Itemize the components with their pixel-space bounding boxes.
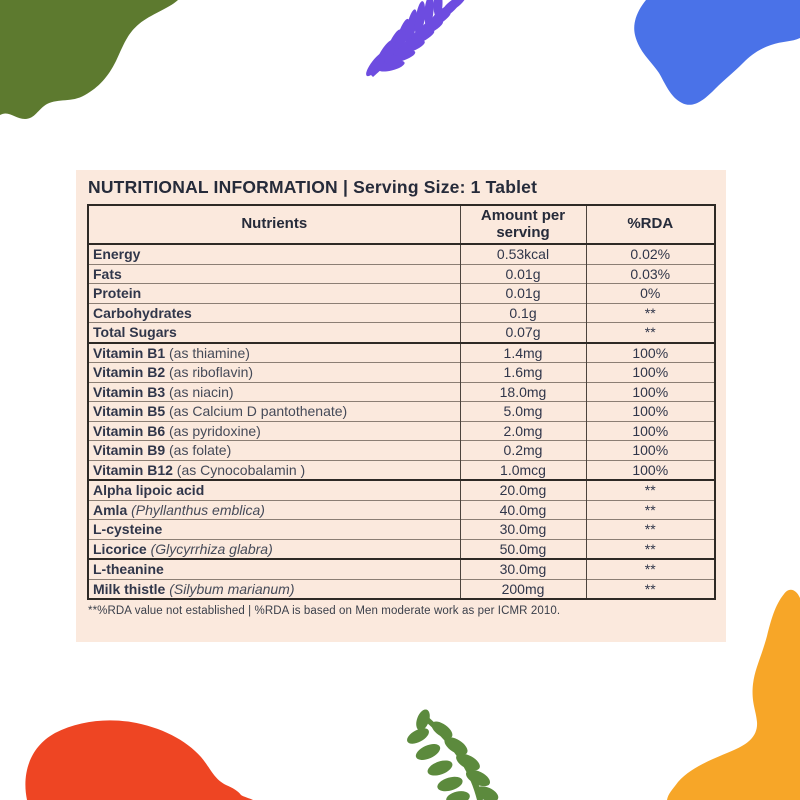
leaf-sprig-decoration (390, 708, 530, 800)
nutrient-sub: (as Cynocobalamin ) (172, 461, 306, 478)
table-row (88, 323, 715, 343)
blue-blob-shape (634, 0, 800, 105)
rda-cell: 100% (586, 343, 715, 363)
rda-cell: ** (586, 539, 715, 559)
rda-cell: 100% (586, 382, 715, 402)
nutrient-name: Vitamin B9 (93, 442, 166, 459)
table-row (88, 480, 715, 500)
rda-cell: 0% (586, 284, 715, 304)
nutrient-name: Vitamin B12 (93, 461, 173, 478)
table-row (88, 559, 715, 579)
nutrient-name: Total Sugars (93, 324, 177, 341)
nutrient-name: L-theanine (93, 561, 164, 578)
amount-cell: 0.01g (460, 284, 586, 304)
table-row (88, 460, 715, 480)
table-header-row (88, 205, 715, 244)
amount-cell: 20.0mg (460, 480, 586, 500)
rda-cell: ** (586, 520, 715, 540)
nutrient-name: Vitamin B6 (93, 422, 166, 439)
nutrient-name: Vitamin B1 (93, 344, 166, 361)
amount-cell: 5.0mg (460, 402, 586, 422)
amount-cell: 50.0mg (460, 539, 586, 559)
table-row (88, 363, 715, 383)
header-nutrients: Nutrients (88, 205, 460, 244)
table-row (88, 579, 715, 599)
amount-cell: 200mg (460, 579, 586, 599)
amount-cell: 0.01g (460, 264, 586, 284)
amount-cell: 0.2mg (460, 441, 586, 461)
table-row (88, 382, 715, 402)
nutrition-card (76, 170, 726, 642)
amount-cell: 18.0mg (460, 382, 586, 402)
nutrient-name: Vitamin B3 (93, 383, 166, 400)
rda-cell: 0.02% (586, 244, 715, 264)
nutrient-name: Milk thistle (93, 580, 166, 597)
table-row (88, 539, 715, 559)
nutrition-table-body (88, 244, 715, 599)
table-row (88, 500, 715, 520)
header-rda: %RDA (586, 205, 715, 244)
purple-leaf-shape (363, 0, 468, 79)
amount-cell: 0.07g (460, 323, 586, 343)
nutrient-name: Licorice (93, 540, 147, 557)
red-blob-decoration (0, 718, 270, 800)
amount-cell: 1.4mg (460, 343, 586, 363)
table-row (88, 244, 715, 264)
table-row (88, 402, 715, 422)
rda-cell: 0.03% (586, 264, 715, 284)
nutrient-name: Alpha lipoic acid (93, 482, 205, 499)
rda-footnote: **%RDA value not established | %RDA is based on Men moderate work as per ICMR 2010. (88, 605, 561, 617)
leaf-sprig-shape (405, 708, 501, 800)
nutrient-sub: (Glycyrrhiza glabra) (146, 540, 273, 557)
nutrient-name: Carbohydrates (93, 304, 192, 321)
header-amount-per-serving: Amount per serving (460, 205, 586, 244)
table-row (88, 520, 715, 540)
nutrient-sub: (Phyllanthus emblica) (127, 501, 265, 518)
rda-cell: 100% (586, 402, 715, 422)
rda-cell: ** (586, 559, 715, 579)
green-blob-shape (0, 0, 178, 119)
nutrition-table (87, 204, 716, 600)
rda-cell: 100% (586, 363, 715, 383)
table-row (88, 441, 715, 461)
table-row (88, 284, 715, 304)
table-row (88, 264, 715, 284)
nutrient-name: Energy (93, 246, 141, 263)
nutrient-sub: (as folate) (165, 442, 232, 459)
purple-leaf-decoration (350, 0, 470, 82)
nutrient-name: Amla (93, 501, 128, 518)
card-title: NUTRITIONAL INFORMATION | Serving Size: 1 Tablet (88, 177, 538, 197)
table-row (88, 303, 715, 323)
green-blob-decoration (0, 0, 190, 140)
amount-cell: 1.6mg (460, 363, 586, 383)
rda-cell: 100% (586, 441, 715, 461)
nutrient-name: L-cysteine (93, 521, 163, 538)
nutrient-sub: (Silybum marianum) (165, 580, 295, 597)
nutrient-name: Vitamin B5 (93, 403, 166, 420)
rda-cell: 100% (586, 460, 715, 480)
nutrient-name: Fats (93, 265, 122, 282)
nutrient-sub: (as niacin) (165, 383, 234, 400)
amount-cell: 30.0mg (460, 520, 586, 540)
nutrient-sub: (as pyridoxine) (165, 422, 261, 439)
blue-blob-decoration (630, 0, 800, 112)
rda-cell: ** (586, 480, 715, 500)
red-blob-shape (25, 720, 253, 800)
amount-cell: 2.0mg (460, 421, 586, 441)
table-row (88, 421, 715, 441)
rda-cell: ** (586, 500, 715, 520)
nutrient-name: Vitamin B2 (93, 364, 166, 381)
nutrient-name: Protein (93, 285, 142, 302)
rda-cell: 100% (586, 421, 715, 441)
rda-cell: ** (586, 579, 715, 599)
amount-cell: 30.0mg (460, 559, 586, 579)
table-row (88, 343, 715, 363)
rda-cell: ** (586, 323, 715, 343)
nutrient-sub: (as Calcium D pantothenate) (165, 403, 348, 420)
nutrient-sub: (as thiamine) (165, 344, 250, 361)
amount-cell: 0.53kcal (460, 244, 586, 264)
amount-cell: 1.0mcg (460, 460, 586, 480)
rda-cell: ** (586, 303, 715, 323)
amount-cell: 40.0mg (460, 500, 586, 520)
amount-cell: 0.1g (460, 303, 586, 323)
nutrient-sub: (as riboflavin) (165, 364, 254, 381)
